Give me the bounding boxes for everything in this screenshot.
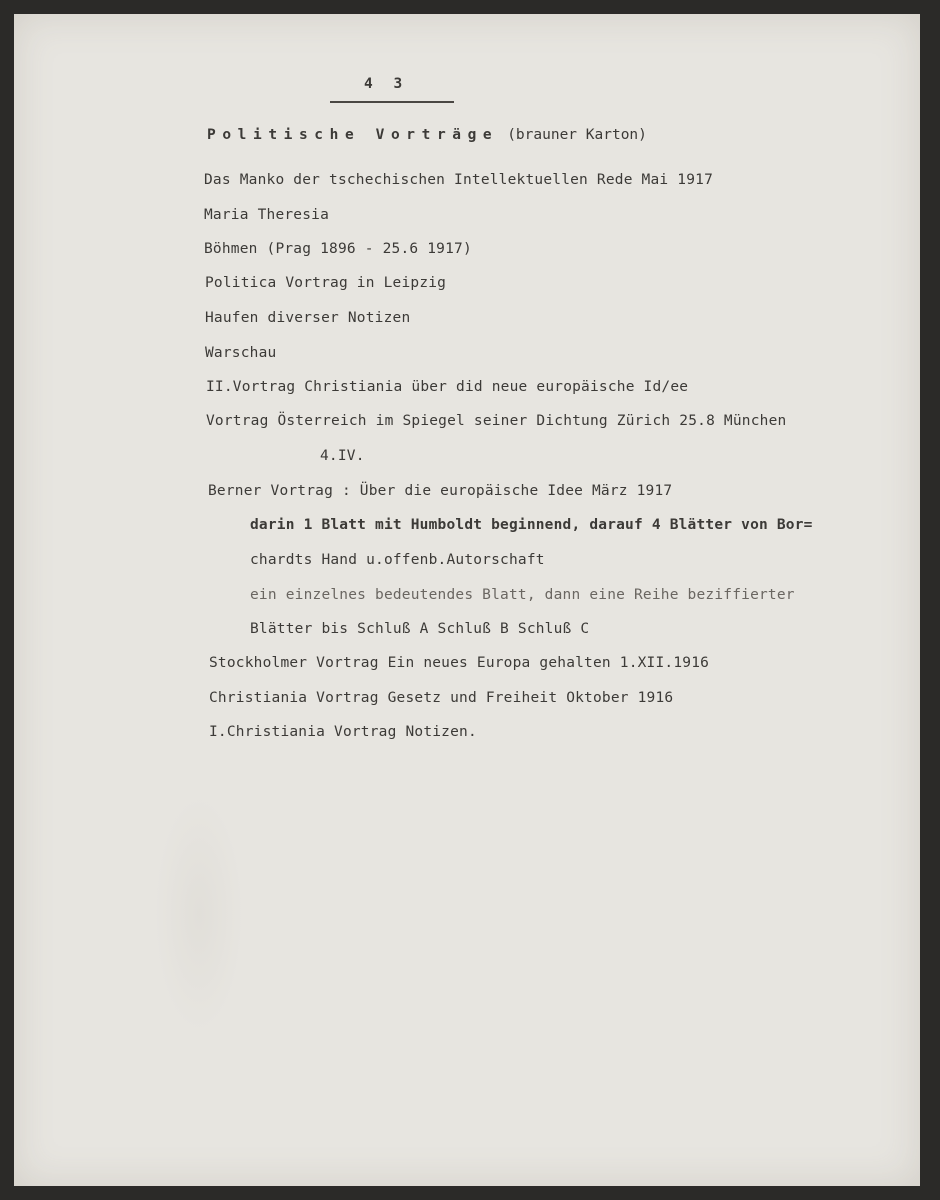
document-page xyxy=(14,14,920,1186)
entry-line-10: Berner Vortrag : Über die europäische Idee März 1917 xyxy=(208,483,673,499)
entry-line-14: Blätter bis Schluß A Schluß B Schluß C xyxy=(250,621,590,637)
entry-line-2: Maria Theresia xyxy=(204,207,330,223)
entry-line-17: I.Christiania Vortrag Notizen. xyxy=(209,724,477,740)
entry-line-1: Das Manko der tschechischen Intellektuellen Rede Mai 1917 xyxy=(204,172,713,188)
entry-line-15: Stockholmer Vortrag Ein neues Europa gehalten 1.XII.1916 xyxy=(209,655,710,671)
entry-line-13: ein einzelnes bedeutendes Blatt, dann eine Reihe beziffierter xyxy=(250,587,795,603)
entry-line-6: Warschau xyxy=(205,345,277,361)
page-number: 4 3 xyxy=(364,76,409,92)
entry-line-16: Christiania Vortrag Gesetz und Freiheit Oktober 1916 xyxy=(209,690,674,706)
heading-title: Politische Vorträge xyxy=(207,127,499,143)
bleed-through-stain xyxy=(154,794,244,1034)
document-heading xyxy=(207,127,647,143)
entry-line-7: II.Vortrag Christiania über did neue europäische Id/ee xyxy=(206,379,689,395)
page-number-underline xyxy=(330,101,454,103)
heading-note: (brauner Karton) xyxy=(507,127,647,143)
entry-line-5: Haufen diverser Notizen xyxy=(205,310,411,326)
entry-line-12: chardts Hand u.offenb.Autorschaft xyxy=(250,552,545,568)
entry-line-11: darin 1 Blatt mit Humboldt beginnend, darauf 4 Blätter von Bor= xyxy=(250,517,813,533)
entry-line-3: Böhmen (Prag 1896 - 25.6 1917) xyxy=(204,241,472,257)
entry-line-9: 4.IV. xyxy=(320,448,365,464)
entry-line-8: Vortrag Österreich im Spiegel seiner Dichtung Zürich 25.8 München xyxy=(206,413,787,429)
entry-line-4: Politica Vortrag in Leipzig xyxy=(205,275,447,291)
